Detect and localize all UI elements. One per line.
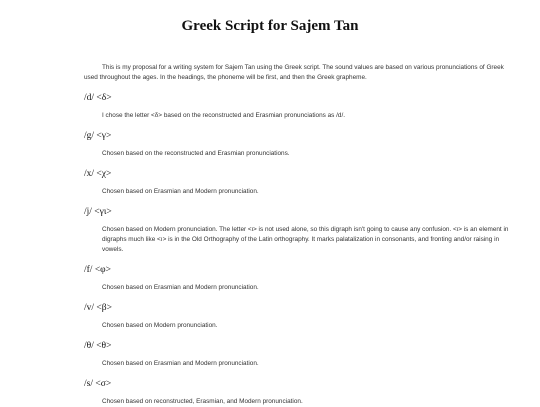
section-heading: /s/ <σ> xyxy=(84,379,112,389)
section-j xyxy=(84,206,514,255)
section-text: Chosen based on Modern pronunciation. xyxy=(102,322,218,329)
section-g xyxy=(84,130,514,159)
section-text: Chosen based on Erasmian and Modern pronunciation. xyxy=(102,360,259,367)
document-title: Greek Script for Sajem Tan xyxy=(181,18,359,34)
section-text: Chosen based on the reconstructed and Erasmian pronunciations. xyxy=(102,150,290,157)
section-f xyxy=(84,264,514,293)
section-heading: /x/ <χ> xyxy=(84,169,112,179)
section-d xyxy=(84,92,514,121)
section-s xyxy=(84,378,514,407)
section-heading: /θ/ <θ> xyxy=(84,341,112,351)
section-text: I chose the letter <δ> based on the reconstructed and Erasmian pronunciations as /d/. xyxy=(102,112,345,119)
section-v xyxy=(84,302,514,331)
section-text: Chosen based on Erasmian and Modern pronunciation. xyxy=(102,284,259,291)
intro-paragraph: This is my proposal for a writing system for Sajem Tan using the Greek script. The sound values are based on various pronunciations of Greek used throughout the ages. In the headings, the phoneme will be first, and then the Greek grapheme. xyxy=(84,64,504,81)
section-heading: /f/ <φ> xyxy=(84,265,112,275)
section-theta xyxy=(84,340,514,369)
section-text: Chosen based on Erasmian and Modern pronunciation. xyxy=(102,188,259,195)
section-heading: /g/ <γ> xyxy=(84,131,112,141)
section-heading: /j/ <γι> xyxy=(84,207,112,217)
section-heading: /d/ <δ> xyxy=(84,93,112,103)
section-x xyxy=(84,168,514,197)
section-text: Chosen based on reconstructed, Erasmian, and Modern pronunciation. xyxy=(102,398,303,405)
section-heading: /v/ <β> xyxy=(84,303,112,313)
section-text: Chosen based on Modern pronunciation. The letter <ι> is not used alone, so this digraph isn't going to cause any confusion. <ι> is an element in digraphs much like <ı> is in the Old Orthography of the Latin orthography. It marks palatalization in consonants, and fronting and/or raising in vowels. xyxy=(102,226,509,253)
